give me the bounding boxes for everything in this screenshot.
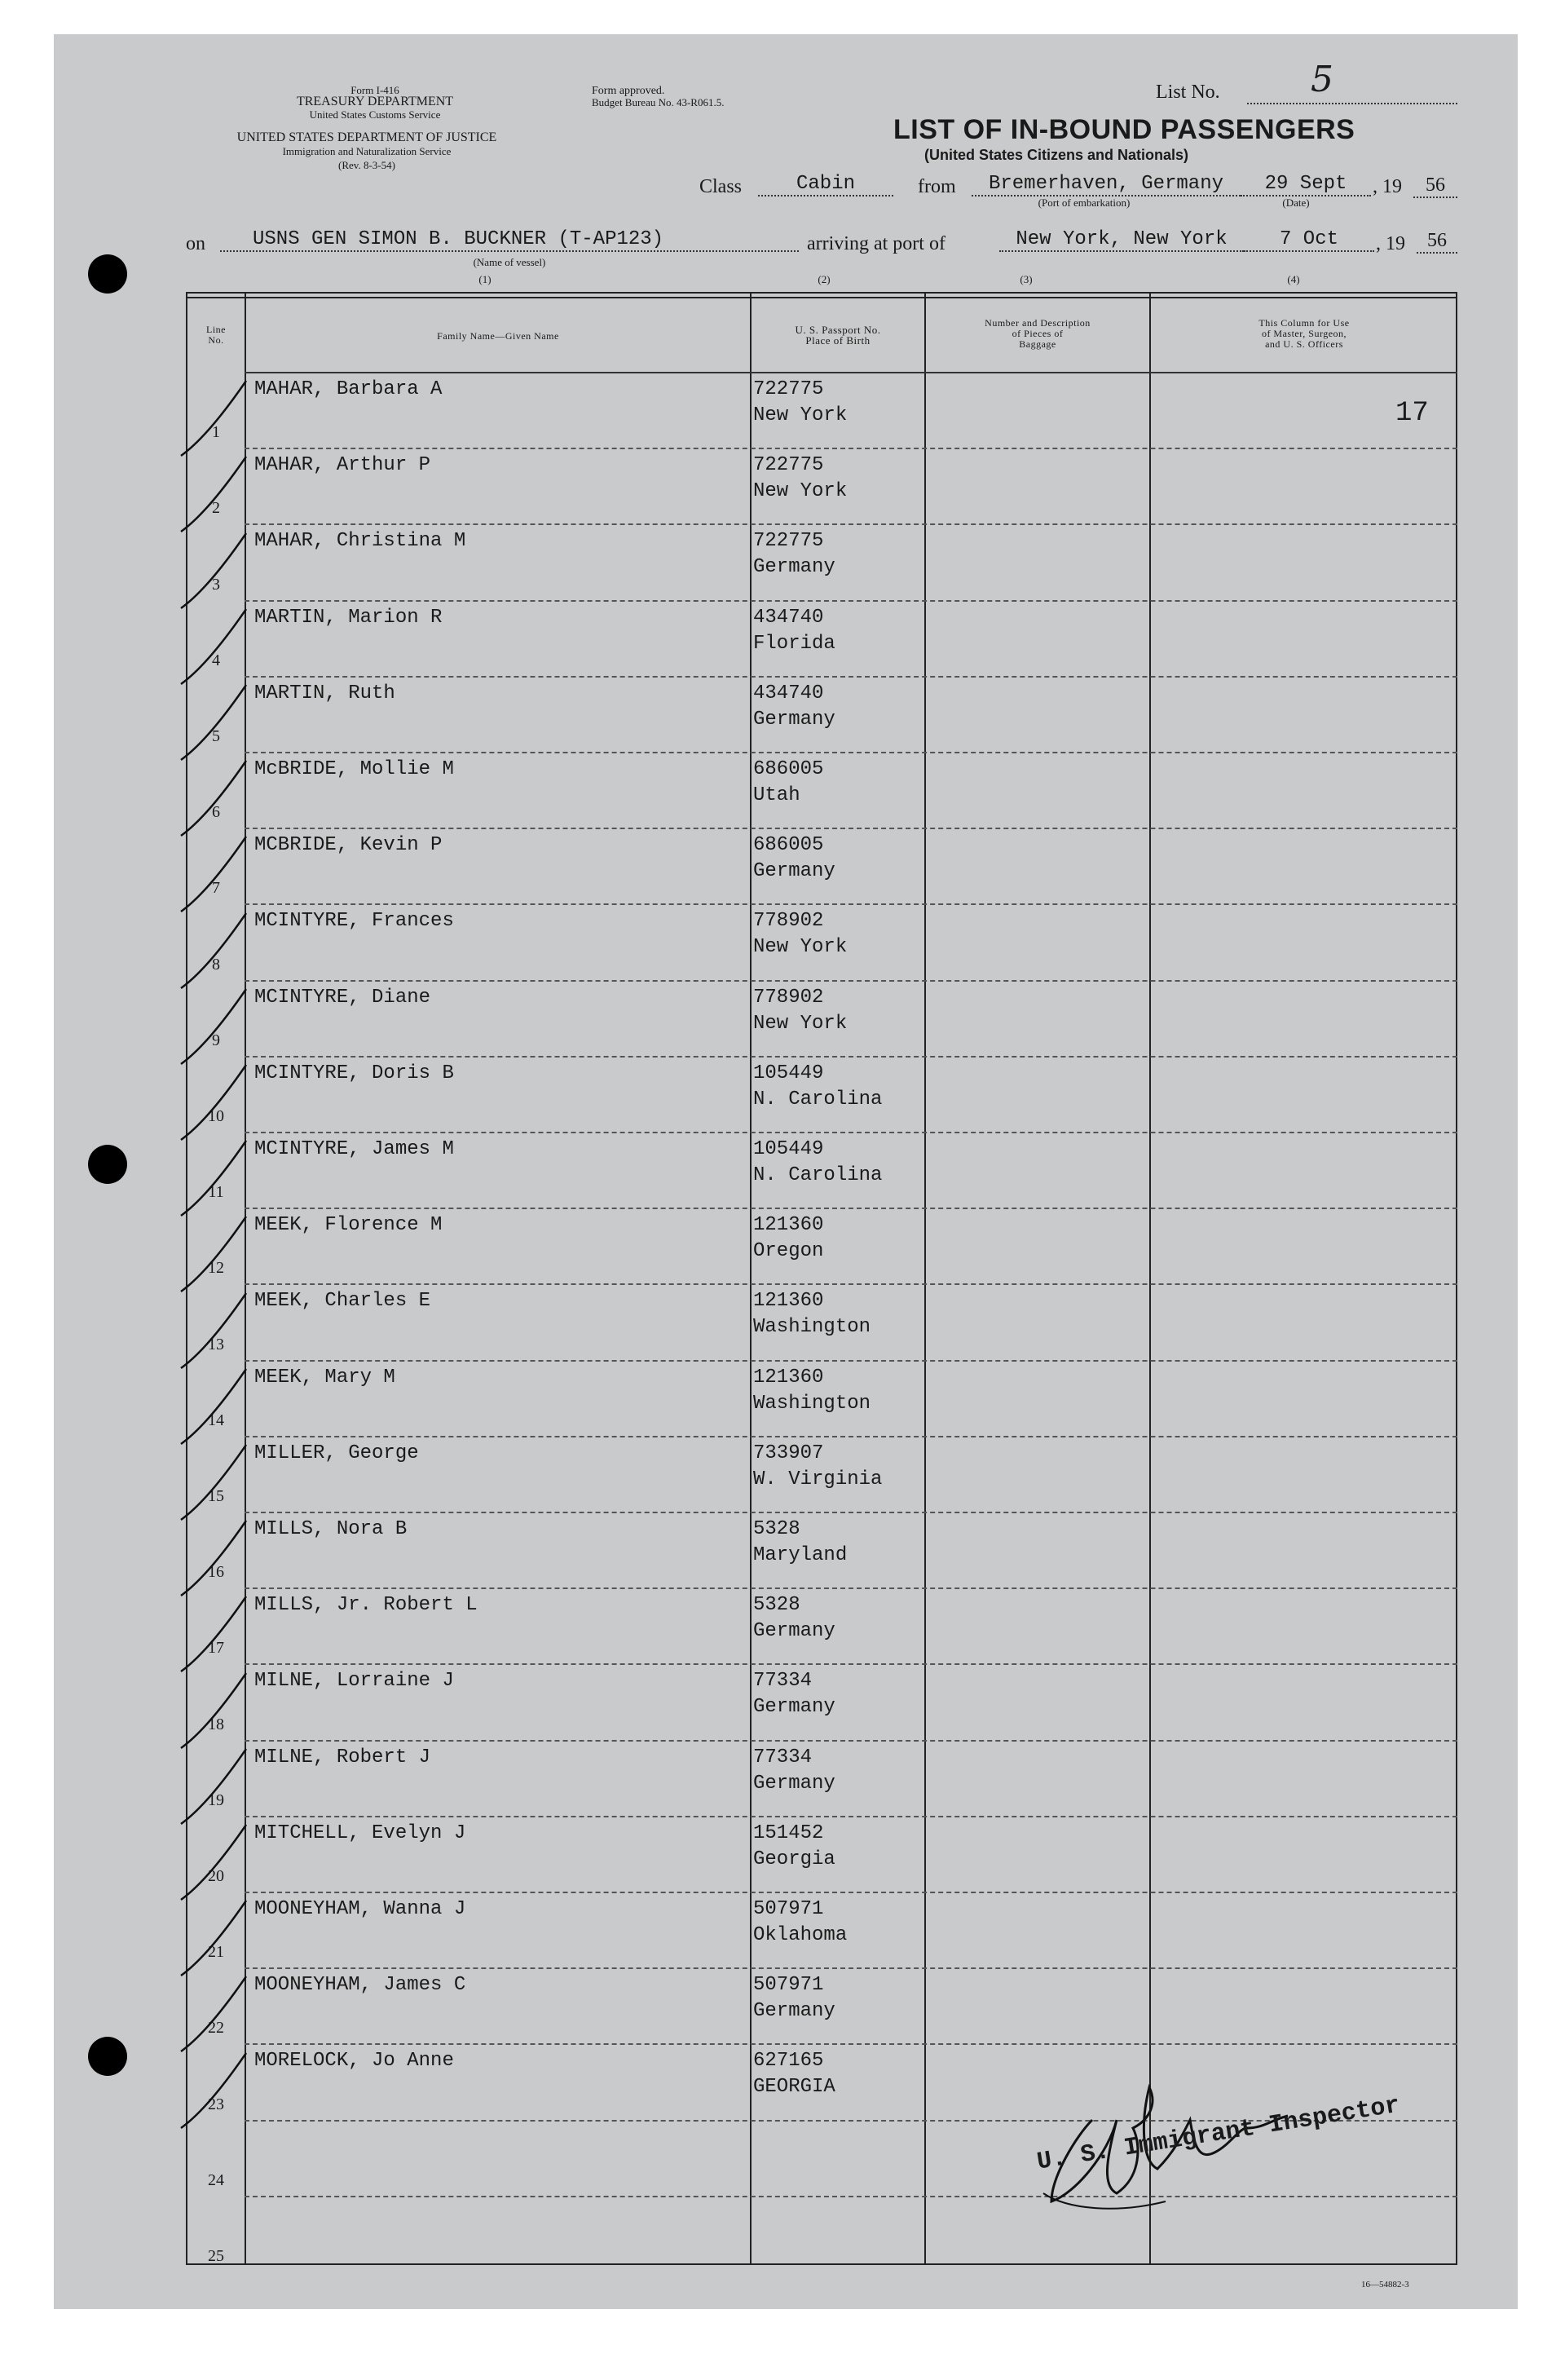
passport-number: 151452	[753, 1821, 824, 1844]
date-caption: (Date)	[1282, 196, 1310, 209]
place-of-birth: Germany	[753, 708, 835, 731]
line-number: 2	[212, 499, 220, 518]
place-of-birth: Washington	[753, 1392, 871, 1415]
table-row	[187, 1132, 1457, 1208]
line-number: 12	[208, 1259, 224, 1278]
class-value: Cabin	[758, 173, 893, 196]
passport-number: 507971	[753, 1898, 824, 1920]
list-number-value: 5	[1311, 59, 1333, 100]
passport-number: 77334	[753, 1670, 813, 1693]
passport-number: 434740	[753, 606, 824, 629]
passenger-name: MCBRIDE, Kevin P	[254, 834, 443, 857]
punch-hole	[88, 1145, 127, 1184]
table-row	[187, 372, 1457, 448]
line-number: 23	[208, 2095, 224, 2113]
immigration-service: Immigration and Naturalization Service	[282, 145, 452, 157]
arrival-year-prefix: , 19	[1376, 233, 1405, 254]
place-of-birth: Florida	[753, 632, 835, 655]
on-label: on	[186, 233, 205, 254]
place-of-birth: Germany	[753, 1696, 835, 1719]
passport-number: 121360	[753, 1290, 824, 1313]
table-row	[187, 980, 1457, 1056]
line-number: 20	[208, 1866, 224, 1885]
passenger-name: MEEK, Mary M	[254, 1366, 395, 1389]
line-number: 17	[208, 1639, 224, 1658]
place-of-birth: Germany	[753, 1620, 835, 1643]
table-row	[187, 523, 1457, 599]
inspector-stamp: U. S. Immigrant Inspector	[1035, 2091, 1402, 2177]
table-row	[187, 1587, 1457, 1663]
line-number: 21	[208, 1943, 224, 1962]
column-number-4: (4)	[1287, 273, 1300, 285]
budget-bureau: Budget Bureau No. 43-R061.5.	[592, 96, 725, 108]
line-number: 14	[208, 1411, 224, 1429]
list-number-label: List No.	[1156, 82, 1220, 103]
line-number: 10	[208, 1106, 224, 1125]
place-of-birth: W. Virginia	[753, 1468, 883, 1490]
passport-number: 686005	[753, 834, 824, 857]
table-row	[187, 1816, 1457, 1892]
passenger-name: MCINTYRE, James M	[254, 1138, 454, 1160]
embarkation-year-prefix: , 19	[1373, 176, 1402, 197]
passenger-name: MCINTYRE, Diane	[254, 986, 431, 1009]
place-of-birth: New York	[753, 936, 848, 959]
passport-number: 5328	[753, 1594, 800, 1617]
passport-number: 722775	[753, 530, 824, 553]
table-row	[187, 600, 1457, 676]
passport-number: 77334	[753, 1746, 813, 1768]
table-row	[187, 1663, 1457, 1739]
line-number: 19	[208, 1791, 224, 1809]
passenger-name: MARTIN, Ruth	[254, 682, 395, 704]
place-of-birth: N. Carolina	[753, 1164, 883, 1186]
vessel-name-caption: (Name of vessel)	[473, 256, 546, 268]
passport-number: 778902	[753, 986, 824, 1009]
passenger-name: MEEK, Florence M	[254, 1214, 443, 1237]
table-row	[187, 1892, 1457, 1967]
passport-number: 722775	[753, 454, 824, 477]
table-row	[187, 1512, 1457, 1587]
punch-hole	[88, 2037, 127, 2076]
line-number: 16	[208, 1563, 224, 1582]
table-row	[187, 1283, 1457, 1359]
table-row	[187, 676, 1457, 752]
passenger-name: MITCHELL, Evelyn J	[254, 1821, 466, 1844]
place-of-birth: New York	[753, 404, 848, 426]
place-of-birth: Germany	[753, 1772, 835, 1795]
from-label: from	[918, 176, 956, 197]
passport-number: 121360	[753, 1366, 824, 1389]
form-approved: Form approved.	[592, 85, 665, 97]
arrival-date-value: 7 Oct	[1244, 228, 1374, 252]
passenger-name: MAHAR, Christina M	[254, 530, 466, 553]
passenger-name: MOONEYHAM, Wanna J	[254, 1898, 466, 1920]
passenger-name: MILNE, Robert J	[254, 1746, 431, 1768]
line-number: 9	[212, 1031, 220, 1049]
passport-number: 733907	[753, 1442, 824, 1464]
line-number: 7	[212, 879, 220, 898]
line-number: 24	[208, 2170, 224, 2189]
table-row	[187, 1208, 1457, 1283]
department-of-justice: UNITED STATES DEPARTMENT OF JUSTICE	[236, 130, 497, 144]
official-tally: 17	[1395, 398, 1429, 429]
passport-number: 105449	[753, 1138, 824, 1160]
embarkation-date-value: 29 Sept	[1241, 173, 1371, 196]
line-number: 3	[212, 575, 220, 594]
port-of-embarkation-value: Bremerhaven, Germany	[972, 173, 1241, 196]
print-code: 16—54882-3	[1361, 2280, 1409, 2289]
treasury-department: TREASURY DEPARTMENT	[296, 95, 454, 108]
line-number: 4	[212, 651, 220, 669]
passport-number: 627165	[753, 2050, 824, 2073]
port-of-embarkation-caption: (Port of embarkation)	[1038, 196, 1131, 209]
passport-number: 507971	[753, 1974, 824, 1997]
passport-number: 778902	[753, 910, 824, 933]
place-of-birth: GEORGIA	[753, 2076, 835, 2099]
place-of-birth: N. Carolina	[753, 1088, 883, 1111]
header-line-no: Line No.	[206, 324, 226, 346]
place-of-birth: Germany	[753, 2000, 835, 2023]
passenger-name: MILLS, Jr. Robert L	[254, 1594, 478, 1617]
passenger-name: MILLER, George	[254, 1442, 419, 1464]
place-of-birth: Germany	[753, 556, 835, 579]
punch-hole	[88, 254, 127, 294]
line-number: 1	[212, 423, 220, 442]
customs-service: United States Customs Service	[309, 108, 441, 121]
place-of-birth: Utah	[753, 784, 800, 806]
header-baggage: Number and Description of Pieces of Baggage	[985, 317, 1091, 350]
passport-number: 686005	[753, 758, 824, 780]
place-of-birth: Georgia	[753, 1848, 835, 1870]
list-subtitle: (United States Citizens and Nationals)	[924, 147, 1189, 163]
passport-number: 434740	[753, 682, 824, 704]
passport-number: 722775	[753, 378, 824, 400]
arrival-port-value: New York, New York	[999, 228, 1244, 252]
passenger-name: MARTIN, Marion R	[254, 606, 443, 629]
line-number: 8	[212, 955, 220, 974]
passenger-name: MCINTYRE, Doris B	[254, 1062, 454, 1084]
passenger-name: MCINTYRE, Frances	[254, 910, 454, 933]
passport-number: 121360	[753, 1214, 824, 1237]
place-of-birth: Washington	[753, 1316, 871, 1339]
table-row	[187, 448, 1457, 523]
place-of-birth: New York	[753, 1012, 848, 1035]
table-row	[187, 903, 1457, 979]
table-row	[187, 1740, 1457, 1816]
passenger-name: MAHAR, Arthur P	[254, 454, 431, 477]
header-passport: U. S. Passport No. Place of Birth	[795, 324, 881, 347]
place-of-birth: Maryland	[753, 1544, 848, 1566]
line-number: 25	[208, 2246, 224, 2265]
passport-number: 5328	[753, 1518, 800, 1540]
line-number: 6	[212, 803, 220, 822]
passport-number: 105449	[753, 1062, 824, 1084]
line-number: 11	[208, 1183, 224, 1202]
column-number-1: (1)	[478, 273, 491, 285]
header-family-name: Family Name—Given Name	[437, 330, 559, 342]
arrival-year-suffix: 56	[1417, 230, 1457, 254]
table-row	[187, 1360, 1457, 1436]
table-row	[187, 1967, 1457, 2043]
line-number: 15	[208, 1486, 224, 1505]
vessel-name-value: USNS GEN SIMON B. BUCKNER (T-AP123)	[220, 228, 799, 252]
class-label: Class	[699, 176, 743, 197]
place-of-birth: Oregon	[753, 1240, 824, 1263]
embarkation-year-suffix: 56	[1413, 174, 1457, 198]
column-number-2: (2)	[818, 273, 831, 285]
table-row	[187, 1056, 1457, 1132]
passenger-name: MORELOCK, Jo Anne	[254, 2050, 454, 2073]
arriving-at-port-label: arriving at port of	[807, 233, 946, 254]
header-official-use: This Column for Use of Master, Surgeon, and U. S. Officers	[1258, 317, 1350, 350]
list-title: LIST OF IN-BOUND PASSENGERS	[893, 114, 1355, 145]
place-of-birth: Oklahoma	[753, 1924, 848, 1946]
place-of-birth: Germany	[753, 860, 835, 883]
table-row	[187, 1436, 1457, 1512]
table-row	[187, 752, 1457, 828]
passenger-name: MILNE, Lorraine J	[254, 1670, 454, 1693]
line-number: 18	[208, 1715, 224, 1733]
passenger-name: MEEK, Charles E	[254, 1290, 431, 1313]
revision: (Rev. 8-3-54)	[338, 159, 395, 171]
passenger-name: McBRIDE, Mollie M	[254, 758, 454, 780]
place-of-birth: New York	[753, 480, 848, 503]
line-number: 5	[212, 726, 220, 745]
passenger-name: MOONEYHAM, James C	[254, 1974, 466, 1997]
line-number: 22	[208, 2019, 224, 2038]
list-number-field	[1247, 78, 1457, 104]
line-number: 13	[208, 1335, 224, 1353]
column-number-3: (3)	[1020, 273, 1033, 285]
form-number: Form I-416	[350, 84, 399, 96]
passenger-name: MILLS, Nora B	[254, 1518, 408, 1540]
passenger-name: MAHAR, Barbara A	[254, 378, 443, 400]
table-top-rule	[186, 297, 1457, 298]
table-row	[187, 828, 1457, 903]
